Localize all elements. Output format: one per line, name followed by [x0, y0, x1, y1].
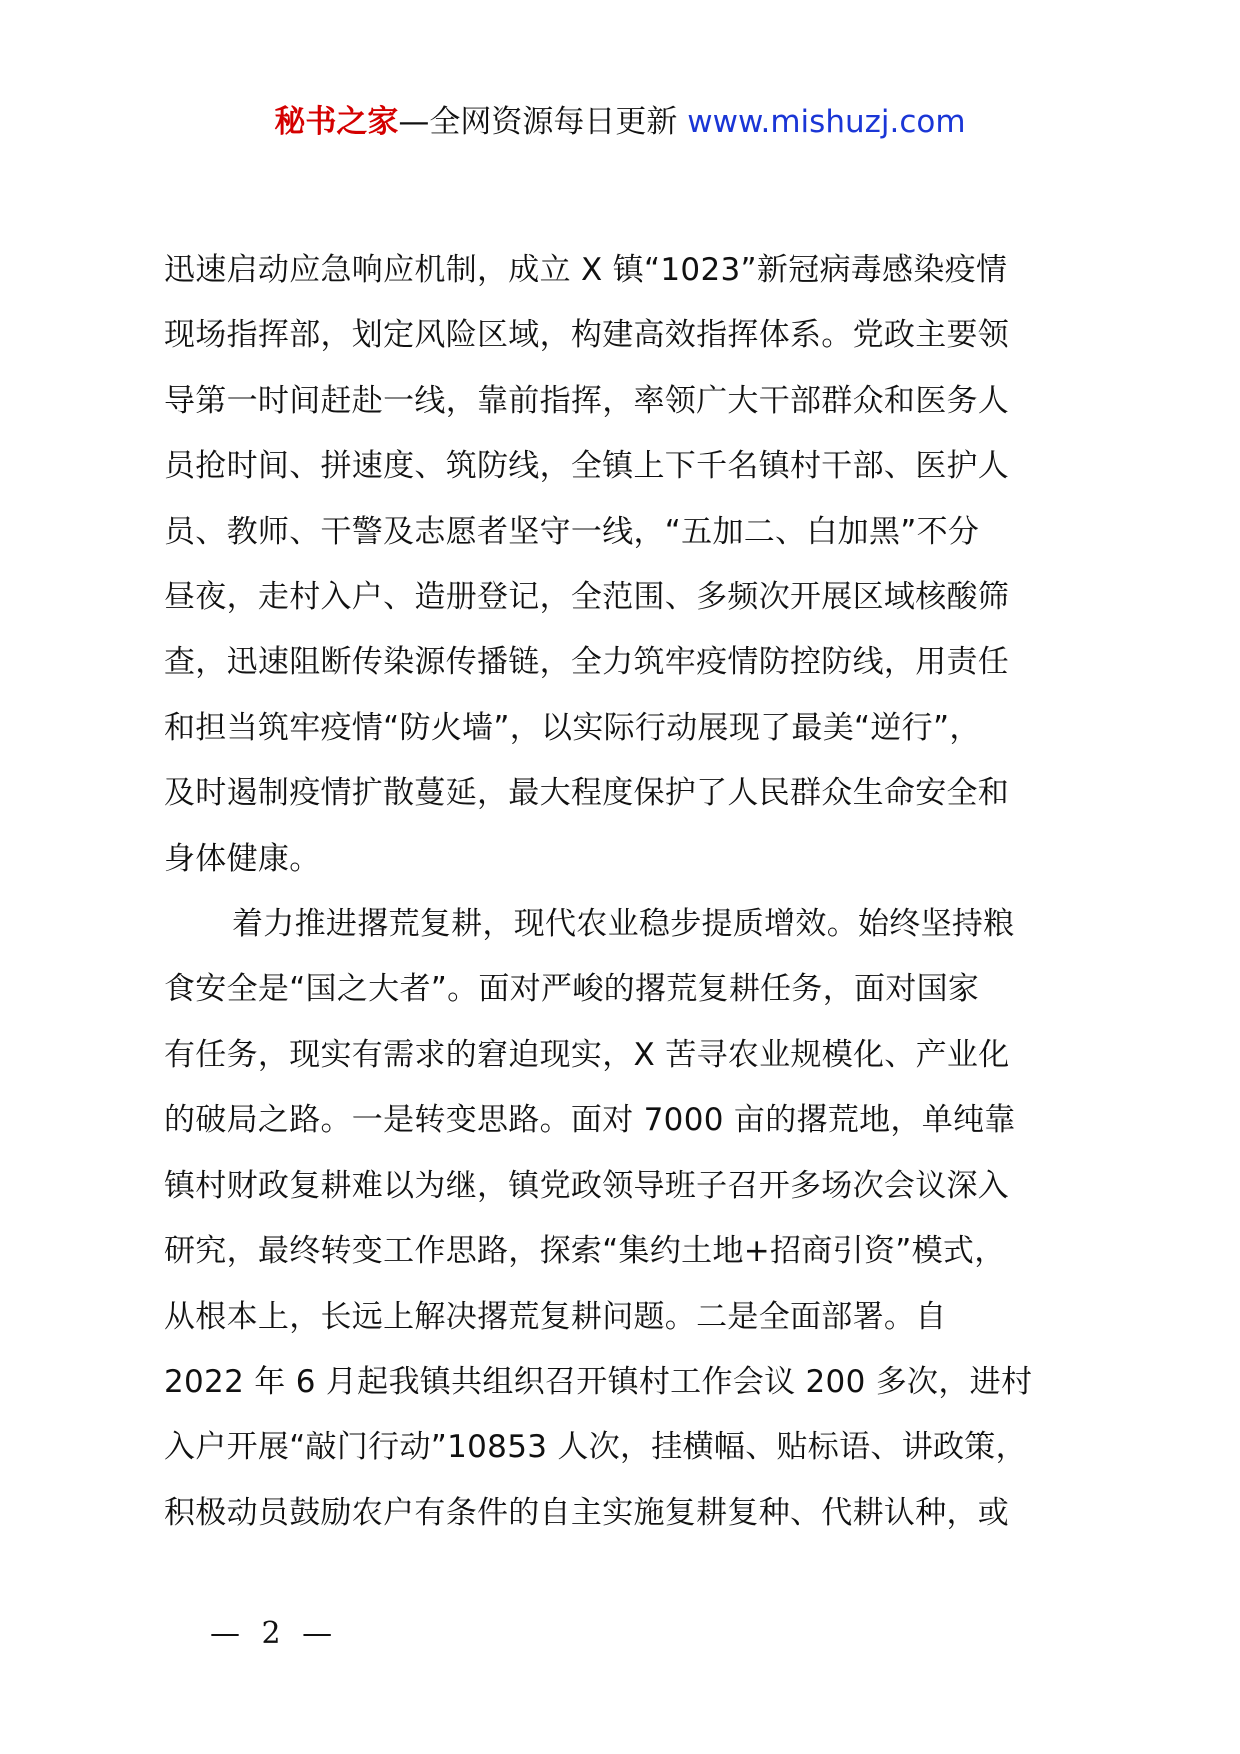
text-line: 的破局之路。一是转变思路。面对 7000 亩的撂荒地，单纯靠 [164, 1102, 1016, 1139]
brand-name: 秘书之家 [274, 104, 399, 140]
text-line: 员抢时间、拼速度、筑防线，全镇上下千名镇村干部、医护人 [164, 448, 1010, 485]
text-line: 员、教师、干警及志愿者坚守一线，“五加二、白加黑”不分 [164, 513, 980, 550]
header-tagline: —全网资源每日更新 [398, 104, 688, 140]
text-line: 积极动员鼓励农户有条件的自主实施复耕复种、代耕认种，或 [164, 1494, 1010, 1531]
document-body [164, 238, 1124, 1546]
website-link[interactable]: www.mishuzj.com [687, 104, 966, 140]
text-line: 和担当筑牢疫情“防火墙”，以实际行动展现了最美“逆行”， [164, 709, 981, 746]
text-line: 2022 年 6 月起我镇共组织召开镇村工作会议 200 多次，进村 [164, 1363, 1033, 1400]
text-line: 镇村财政复耕难以为继，镇党政领导班子召开多场次会议深入 [164, 1167, 1010, 1204]
page-header [0, 100, 1240, 144]
text-line: 着力推进撂荒复耕，现代农业稳步提质增效。始终坚持粮 [232, 906, 1015, 943]
text-line: 及时遏制疫情扩散蔓延，最大程度保护了人民群众生命安全和 [164, 775, 1010, 812]
text-line: 从根本上，长远上解决撂荒复耕问题。二是全面部署。自 [164, 1298, 947, 1335]
paragraph-1 [164, 238, 1124, 892]
text-line: 身体健康。 [164, 840, 321, 877]
text-line: 入户开展“敲门行动”10853 人次，挂横幅、贴标语、讲政策， [164, 1429, 1027, 1466]
paragraph-2 [164, 892, 1124, 1546]
text-line: 食安全是“国之大者”。面对严峻的撂荒复耕任务，面对国家 [164, 971, 980, 1008]
text-line: 昼夜，走村入户、造册登记，全范围、多频次开展区域核酸筛 [164, 579, 1010, 616]
text-line: 导第一时间赶赴一线，靠前指挥，率领广大干部群众和医务人 [164, 382, 1010, 419]
text-line: 有任务，现实有需求的窘迫现实，X 苦寻农业规模化、产业化 [164, 1036, 1010, 1073]
text-line: 查，迅速阻断传染源传播链，全力筑牢疫情防控防线，用责任 [164, 644, 1010, 681]
text-line: 现场指挥部，划定风险区域，构建高效指挥体系。党政主要领 [164, 317, 1010, 354]
text-line: 迅速启动应急响应机制，成立 X 镇“1023”新冠病毒感染疫情 [164, 252, 1008, 288]
text-line: 研究，最终转变工作思路，探索“集约土地+招商引资”模式， [164, 1233, 1006, 1270]
page-number: — 2 — [210, 1616, 339, 1651]
